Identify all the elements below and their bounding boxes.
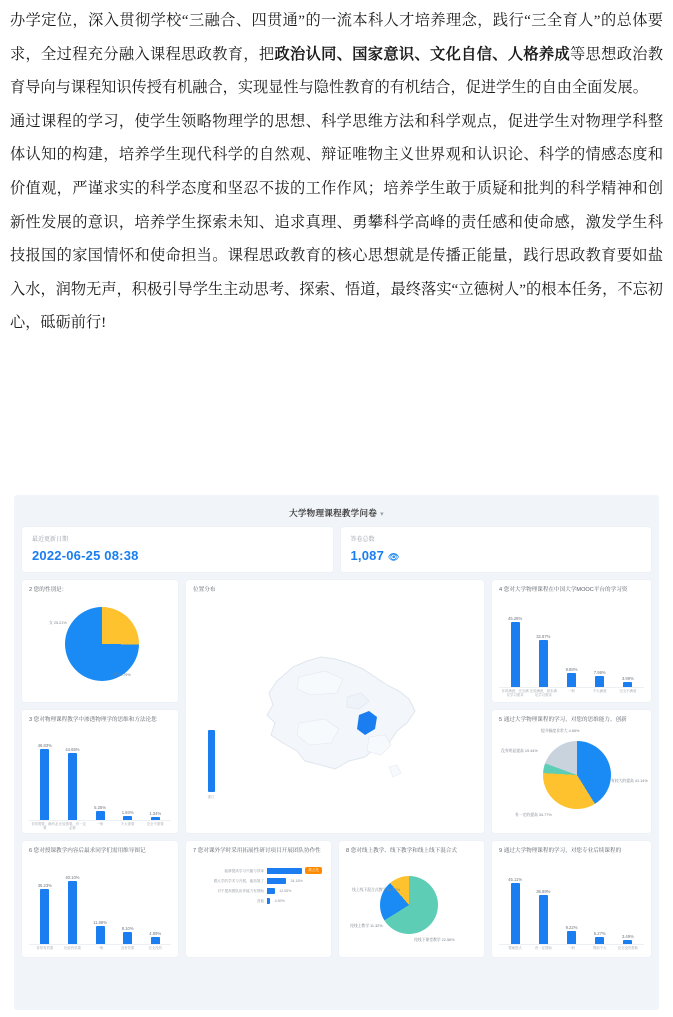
hbar-label: 对于提高团队协作能力有帮助 <box>217 888 265 893</box>
article-body <box>0 0 673 340</box>
bar-label: 不太需要 <box>120 822 135 826</box>
bar <box>595 676 604 688</box>
bar-item <box>141 727 169 830</box>
hbar-track <box>267 888 324 894</box>
hbar-item <box>193 878 324 884</box>
bar-label: 完全没有帮助 <box>617 946 639 950</box>
bar <box>68 753 77 821</box>
bar-label: 完全不需要 <box>146 822 164 826</box>
bar-item <box>501 597 529 697</box>
bar-value: 32.87% <box>536 633 551 639</box>
hbar-item <box>193 888 324 894</box>
stat-label: 答卷总数 <box>350 537 375 543</box>
bar-label: 比较有效果 <box>63 946 81 950</box>
stat-value-number: 1,087 <box>350 548 385 563</box>
stat-value <box>351 548 642 563</box>
bar-group <box>499 858 644 954</box>
bar-value: 5.27% <box>593 930 606 936</box>
stat-card-last-update <box>22 527 333 572</box>
bar-item <box>586 597 614 697</box>
hbar-value: 12.05% <box>279 889 292 893</box>
bar-value: 45.28% <box>508 615 523 621</box>
bar-value: 44.65% <box>65 746 80 752</box>
pie-legend-none: 没有明显提高 19.44% <box>501 749 538 753</box>
pie-legend-female: 女 25.21% <box>49 621 67 625</box>
gender-pie-plot <box>29 597 171 697</box>
bar-item <box>31 858 59 954</box>
bar-item <box>501 858 529 954</box>
hbar-track <box>267 878 324 884</box>
bar-item <box>529 597 557 697</box>
effect-bar-plot <box>29 858 171 954</box>
bar-value: 7.98% <box>593 669 606 675</box>
stat-row <box>22 527 651 572</box>
hbar-fill <box>267 898 270 904</box>
pie-chart <box>380 876 438 934</box>
bar-label: 非常满意，完全满足学习需求 <box>501 689 529 697</box>
pie-legend-online: 纯线上教学 11.32% <box>350 924 383 928</box>
pie-chart <box>543 741 611 809</box>
hbar-label: 能够提高学习兴趣与效率 <box>224 868 265 873</box>
hbar-item <box>193 898 324 904</box>
article-paragraph-1 <box>10 4 663 105</box>
hbar-track <box>267 868 324 874</box>
bar-item <box>86 858 114 954</box>
bar-label: 不太满意 <box>592 689 607 693</box>
bar <box>511 622 520 688</box>
bar-label: 有一定帮助 <box>534 946 552 950</box>
bar-group <box>29 858 171 954</box>
bar <box>567 673 576 688</box>
bar-label: 一般 <box>96 946 104 950</box>
bar-item <box>529 858 557 954</box>
map-bar <box>208 730 215 792</box>
card-title: 7 您对课外学时采用拓展性研讨项目开展团队协作性 <box>193 848 321 854</box>
bar <box>96 811 105 821</box>
bar <box>40 749 49 821</box>
hbar-label: 跟大学的学术与开展，能拓展了 <box>213 878 265 883</box>
dashboard-title <box>22 503 651 527</box>
bar-item <box>614 597 642 697</box>
stat-card-total-responses <box>341 527 652 572</box>
bar-label: 一般 <box>96 822 104 826</box>
card-research <box>186 841 331 957</box>
dashboard-column-right <box>492 580 651 957</box>
bar <box>68 881 77 945</box>
pie-legend-blended: 线上线下混合式教学 66.12% <box>352 888 401 892</box>
card-title: 8 您对线上教学、线下教学和线上线下混合式 <box>346 848 457 854</box>
pie-legend-big: 有较大的提高 41.14% <box>611 779 648 783</box>
bar <box>567 931 576 945</box>
card-online-teaching <box>339 841 484 957</box>
bar-label: 完全不满意 <box>619 689 637 693</box>
bar-label: 帮助很大 <box>508 946 522 950</box>
bar-item <box>586 858 614 954</box>
bar-value: 35.23% <box>37 882 52 888</box>
bar <box>96 926 105 945</box>
hbar-value: 4.50% <box>274 899 285 903</box>
research-hbar-plot <box>193 858 324 954</box>
card-title: 6 您对授课教学内容后最求同学们需用维导图记 <box>29 848 146 854</box>
bar-value: 40.10% <box>65 874 80 880</box>
dashboard-mid-bottom-row <box>186 841 484 957</box>
card-method <box>22 710 178 833</box>
bar-item <box>557 597 585 697</box>
bar-value: 5.25% <box>94 804 106 810</box>
dashboard-column-left <box>22 580 178 957</box>
bar-label: 非常有效果 <box>36 946 54 950</box>
hbar-track <box>267 898 324 904</box>
dashboard-column-middle <box>186 580 484 957</box>
card-major <box>492 841 651 957</box>
article-paragraph-2: 通过课程的学习，使学生领略物理学的思想、科学思维方法和科学观点，促进学生对物理学科整体认知的构建，培养学生现代科学的自然观、辩证唯物主义世界观和认识论、科学的情感态度和价值观，严谨求实的科学态度和坚忍不拔的工作作风；培养学生敢于质疑和批判的科学精神和创新性发展的意识，培养学生探索未知、追求真理、勇攀科学高峰的责任感和使命感，激发学生科技报国的家国情怀和使命担当。课程思政教育的核心思想就是传播正能量，践行思政教育要如盐入水，润物无声，积极引导学生主动思考、探索、悟道，最终落实“立德树人”的根本任务，不忘初心，砥砺前行! <box>10 112 663 332</box>
bar-item <box>59 858 87 954</box>
bar-value: 3.49% <box>621 933 634 939</box>
pie-legend-large: 提升幅度非常大 4.65% <box>541 729 580 733</box>
hbar-fill <box>267 868 302 874</box>
bar <box>539 895 548 945</box>
bar-item <box>31 727 59 830</box>
bar-label: 一般 <box>568 946 575 950</box>
article-text-1a: 办学定位，深入贯彻学校“三融合、四贯通”的一流本科人才培养理念，践行“三全育人”的总体要求，全过程充分融入课程思政教育，把 <box>10 12 663 63</box>
stat-label: 最近更新日期 <box>32 537 69 543</box>
card-title: 4 您对大学物理课程在中国大学MOOC平台的学习资 <box>499 587 628 593</box>
map-bar-group <box>203 730 219 799</box>
bar-item <box>114 727 142 830</box>
bar-label: 帮助不大 <box>592 946 607 950</box>
card-map <box>186 580 484 833</box>
bar-value: 3.99% <box>621 675 634 681</box>
map-bar-label: 浙江 <box>207 795 215 799</box>
innovation-pie-plot <box>499 727 648 830</box>
bar-label: 一般 <box>568 689 575 693</box>
hbar-item <box>193 868 324 874</box>
stat-value: 2022-06-25 08:38 <box>32 548 139 563</box>
bar-group <box>499 597 644 697</box>
map-plot <box>193 597 477 825</box>
bar-value: 8.10% <box>121 925 134 931</box>
bar-value: 9.88% <box>565 666 578 672</box>
bar <box>511 883 520 945</box>
bar-value: 9.22% <box>565 924 578 930</box>
eye-icon: 👁 <box>388 552 400 562</box>
card-mooc <box>492 580 651 702</box>
bar-label: 没有效果 <box>120 946 135 950</box>
bar-item <box>59 727 87 830</box>
hbar-label: 其他 <box>256 898 265 903</box>
card-title: 9 通过大学物理课程的学习，对您专业后续课程的 <box>499 848 622 854</box>
hbar-fill <box>267 878 286 884</box>
pie-legend-male: 男 74.79% <box>113 673 131 677</box>
bar-value: 11.68% <box>93 919 107 925</box>
card-title: 3 您对物理课程教学中渗透物理学的思维和方法论您 <box>29 717 157 723</box>
bar-label: 非常需要，确有必要 <box>31 822 59 830</box>
pie-legend-some: 有一定的提高 34.77% <box>515 813 552 817</box>
bar <box>40 889 49 945</box>
card-gender <box>22 580 178 702</box>
china-map-icon <box>239 619 435 799</box>
card-effect <box>22 841 178 957</box>
bar-item <box>614 858 642 954</box>
bar <box>539 640 548 688</box>
article-text-bold: 政治认同、国家意识、文化自信、人格养成 <box>274 45 571 63</box>
survey-dashboard <box>14 495 659 1010</box>
bar-value: 1.93% <box>121 809 134 815</box>
bar-value: 36.89% <box>536 888 551 894</box>
bar-group <box>29 727 171 830</box>
pie-chart <box>65 607 139 681</box>
article-text-1b: 等思想政治教育导向与课程知识传授有机融合，实现显性与隐性教育的有机结合，促进学生的自由全面发展。 <box>10 45 664 97</box>
chevron-down-icon: ▾ <box>380 511 384 518</box>
bar-item <box>557 858 585 954</box>
bar-item <box>141 858 169 954</box>
bar-value: 46.83% <box>37 742 52 748</box>
bar <box>123 932 132 945</box>
card-title: 2 您的性别是： <box>29 587 68 593</box>
method-bar-plot <box>29 727 171 830</box>
hbar-tag: 高占比 <box>305 867 322 874</box>
card-title: 5 通过大学物理课程的学习，对您的思维能力、创新 <box>499 717 627 723</box>
card-title: 位置分布 <box>193 587 216 593</box>
bar-label: 完全没有 <box>148 946 163 950</box>
pie-legend-offline: 纯线下课堂教学 22.56% <box>414 938 455 942</box>
bar-value: 1.34% <box>149 810 162 816</box>
bar-value: 4.89% <box>149 930 162 936</box>
dashboard-title-text: 大学物理课程教学问卷 <box>289 508 378 518</box>
mooc-bar-plot <box>499 597 644 697</box>
major-bar-plot <box>499 858 644 954</box>
online-pie-plot <box>346 858 477 954</box>
bar-item <box>86 727 114 830</box>
card-innovation <box>492 710 651 833</box>
dashboard-grid <box>22 580 651 957</box>
hbar-value: 34.18% <box>290 879 303 883</box>
bar-item <box>114 858 142 954</box>
bar-label: 比较满意，基本满足学习需求 <box>529 689 557 697</box>
bar-value: 45.11% <box>508 876 523 882</box>
bar-label: 比较需要，有一定必要 <box>58 822 86 830</box>
hbar-fill <box>267 888 275 894</box>
